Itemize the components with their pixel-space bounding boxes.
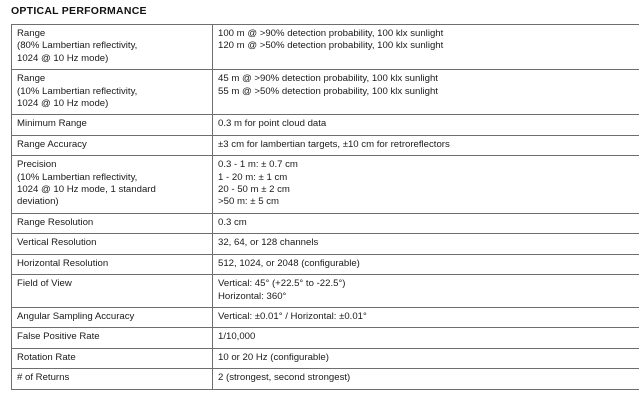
spec-label-cell [12,70,213,115]
spec-value-line: 512, 1024, or 2048 (configurable) [218,257,360,269]
spec-value-cell [213,254,639,274]
spec-label-cell [12,156,213,214]
spec-value-line: 0.3 - 1 m: ± 0.7 cm [218,159,298,171]
spec-value-line: >50 m: ± 5 cm [218,196,279,208]
spec-label-line: (10% Lambertian reflectivity, [17,85,138,97]
spec-label-line: Range Resolution [17,216,94,228]
spec-label-line: Precision [17,159,57,171]
table-row [12,70,639,115]
spec-value-line: 45 m @ >90% detection probability, 100 klx sunlight [218,73,438,85]
spec-label-line: Rotation Rate [17,351,76,363]
spec-label-cell [12,254,213,274]
spec-label-line: # of Returns [17,372,70,384]
spec-value-cell [213,348,639,368]
table-row [12,213,639,233]
spec-label-cell [12,115,213,135]
optical-performance-table [11,24,639,390]
table-row [12,254,639,274]
spec-label-cell [12,213,213,233]
table-row [12,307,639,327]
spec-value-cell [213,156,639,214]
spec-label-line: (10% Lambertian reflectivity, [17,171,138,183]
table-body [12,25,639,390]
spec-label-cell [12,307,213,327]
spec-label-line: Range [17,28,46,39]
table-row [12,328,639,348]
table-row [12,275,639,308]
spec-value-cell [213,70,639,115]
spec-label-line: Range [17,73,46,85]
spec-label-cell [12,275,213,308]
spec-label-cell [12,135,213,155]
table-row [12,135,639,155]
spec-value-cell [213,115,639,135]
spec-label-cell [12,348,213,368]
table-row [12,234,639,254]
spec-value-line: Horizontal: 360° [218,290,287,302]
spec-value-line: ±3 cm for lambertian targets, ±10 cm for retroreflectors [218,138,450,150]
spec-label-line: 1024 @ 10 Hz mode) [17,52,109,64]
table-row [12,156,639,214]
spec-value-line: 120 m @ >50% detection probability, 100 klx sunlight [218,40,444,52]
spec-value-cell [213,135,639,155]
spec-label-line: Field of View [17,278,72,290]
table-row [12,369,639,389]
spec-label-cell [12,25,213,70]
spec-value-line: Vertical: ±0.01° / Horizontal: ±0.01° [218,310,367,322]
spec-label-line: Angular Sampling Accuracy [17,310,135,322]
spec-label-line: Vertical Resolution [17,237,97,249]
page-title: OPTICAL PERFORMANCE [11,5,147,17]
spec-label-line: Minimum Range [17,118,87,130]
spec-label-cell [12,328,213,348]
spec-label-line: 1024 @ 10 Hz mode, 1 standard [17,184,156,196]
table-row [12,115,639,135]
spec-label-line: Range Accuracy [17,138,87,150]
spec-label-cell [12,234,213,254]
spec-label-line: Horizontal Resolution [17,257,109,269]
spec-value-line: Vertical: 45° (+22.5° to -22.5°) [218,278,346,290]
spec-label-cell [12,369,213,389]
spec-value-line: 0.3 cm [218,216,247,228]
spec-label-line: False Positive Rate [17,331,100,343]
spec-value-cell [213,25,639,70]
spec-label-line: (80% Lambertian reflectivity, [17,40,138,52]
spec-value-line: 0.3 m for point cloud data [218,118,327,130]
spec-value-cell [213,328,639,348]
table-row [12,348,639,368]
spec-value-cell [213,275,639,308]
spec-value-cell [213,307,639,327]
spec-value-line: 1/10,000 [218,331,256,343]
spec-value-cell [213,234,639,254]
spec-value-line: 10 or 20 Hz (configurable) [218,351,329,363]
spec-value-line: 2 (strongest, second strongest) [218,372,351,384]
spec-value-line: 20 - 50 m ± 2 cm [218,184,290,196]
spec-value-line: 55 m @ >50% detection probability, 100 klx sunlight [218,85,438,97]
spec-label-line: deviation) [17,196,59,208]
spec-value-line: 100 m @ >90% detection probability, 100 klx sunlight [218,28,444,39]
spec-value-cell [213,213,639,233]
table-row [12,25,639,70]
spec-value-line: 1 - 20 m: ± 1 cm [218,171,288,183]
spec-value-line: 32, 64, or 128 channels [218,237,319,249]
spec-value-cell [213,369,639,389]
spec-label-line: 1024 @ 10 Hz mode) [17,98,109,110]
